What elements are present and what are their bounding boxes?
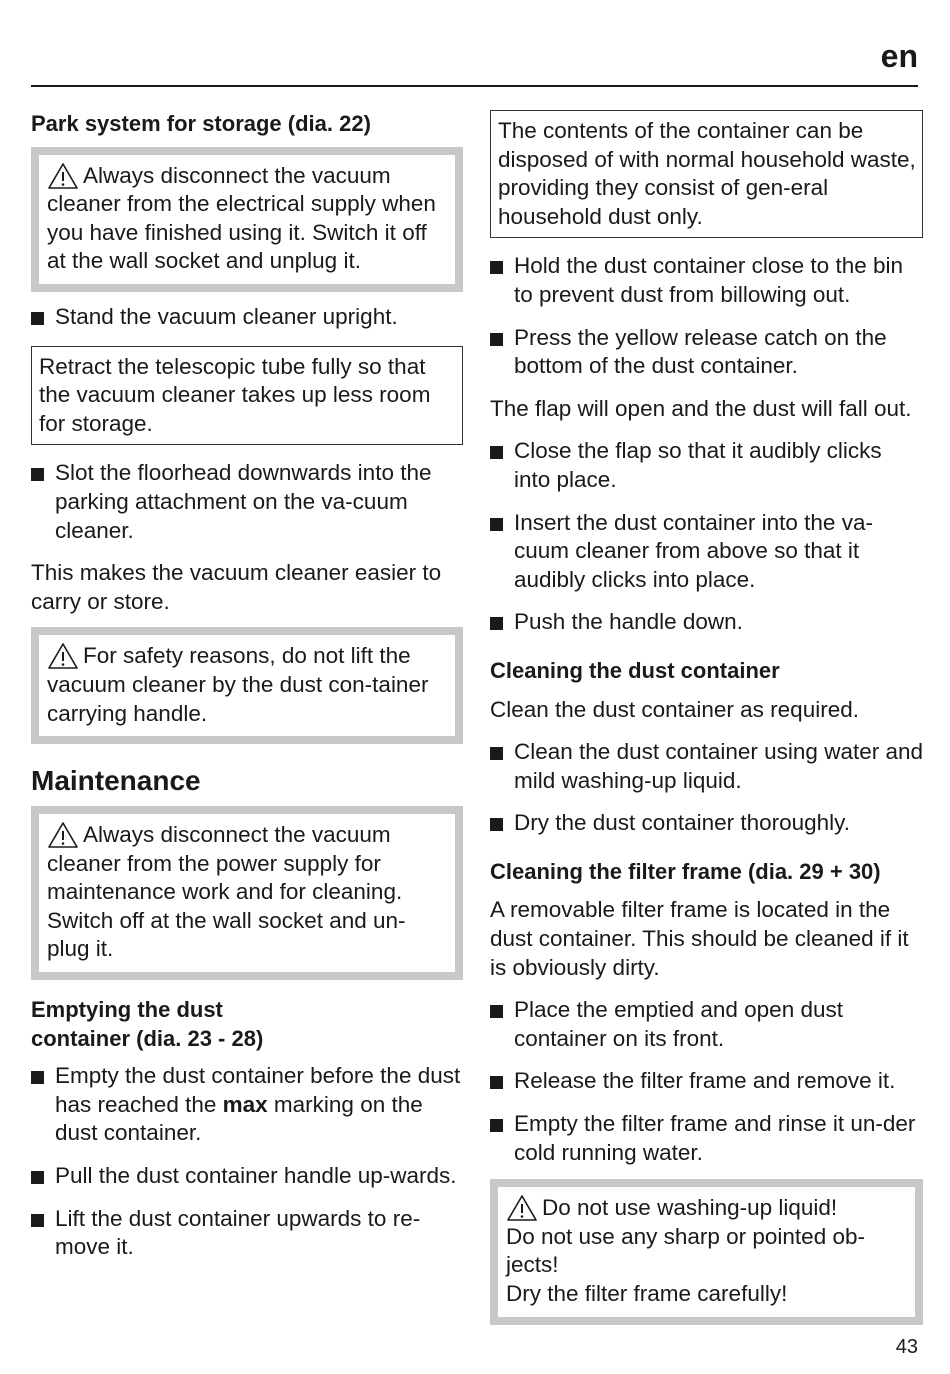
bullet-stand-upright: Stand the vacuum cleaner upright. [31,303,463,332]
bullet-insert-container: Insert the dust container into the va-cuum cleaner from above so that it audibly clicks into place. [490,509,923,595]
para-filter-frame: A removable filter frame is located in the dust container. This should be cleaned if it is obviously dirty. [490,897,909,980]
maintenance-warning-box [31,806,463,980]
bullet-pull-handle: Pull the dust container handle up-wards. [31,1162,463,1191]
contents-note-text: The contents of the container can be disposed of with normal household waste, providing they consist of gen-eral household dust only. [498,118,916,229]
bullet-lift-container: Lift the dust container upwards to re-move it. [31,1205,463,1262]
bullet-press-catch: Press the yellow release catch on the bottom of the dust container. [490,324,923,381]
safety-warning-box [31,627,463,744]
park-heading: Park system for storage (dia. 22) [31,111,371,136]
final-warning-line1: Do not use washing-up liquid! [542,1195,838,1221]
bullet-empty-before-max [31,1062,463,1148]
warning-triangle-icon [47,642,83,670]
warning-triangle-icon [506,1194,542,1222]
bullet-hold-container: Hold the dust container close to the bin to prevent dust from billowing out. [490,252,923,309]
para-clean-required: Clean the dust container as required. [490,696,859,722]
retract-note-text: Retract the telescopic tube fully so that the vacuum cleaner takes up less room for storage. [39,353,431,436]
para-easier: This makes the vacuum cleaner easier to carry or store. [31,560,442,614]
bullet-slot-floorhead: Slot the floorhead downwards into the parking attachment on the va-cuum cleaner. [31,459,463,545]
emptying-heading-line2: container (dia. 23 - 28) [31,1025,264,1051]
retract-note-box [31,346,463,446]
header-rule [31,85,918,87]
emptying-heading [31,996,463,1053]
park-warning-text: Always disconnect the vacuum cleaner from the electrical supply when you have finished using it. Switch it off at the wall socket and unplug it. [47,162,436,274]
bullet-empty-text-post: marking on the dust container. [55,1091,423,1146]
bullet-dry-container: Dry the dust container thoroughly. [490,809,923,838]
bullet-release-frame: Release the filter frame and remove it. [490,1067,923,1096]
park-warning-box [31,147,463,292]
filter-frame-heading: Cleaning the filter frame (dia. 29 + 30) [490,858,881,884]
warning-triangle-icon [47,821,83,849]
para-flap-open: The flap will open and the dust will fall out. [490,395,912,421]
warning-triangle-icon [47,162,83,190]
bullet-push-handle: Push the handle down. [490,608,923,637]
contents-note-box [490,110,923,238]
language-code: en [880,38,918,74]
maintenance-heading: Maintenance [31,765,201,797]
max-marking-label: max [222,1091,268,1117]
final-warning-line2: Do not use any sharp or pointed ob-jects! [506,1223,865,1278]
safety-warning-text: For safety reasons, do not lift the vacuum cleaner by the dust con-tainer carrying handle. [47,643,429,726]
page-number: 43 [895,1336,918,1359]
bullet-rinse-frame: Empty the filter frame and rinse it un-der cold running water. [490,1110,923,1167]
bullet-place-container: Place the emptied and open dust container on its front. [490,996,923,1053]
final-warning-box [490,1179,923,1324]
emptying-heading-line1: Emptying the dust [31,997,223,1023]
bullet-clean-water: Clean the dust container using water and mild washing-up liquid. [490,738,923,795]
left-column [31,110,463,1262]
bullet-empty-text-pre: Empty the dust container before the dust has reached the [55,1063,461,1117]
final-warning-line3: Dry the filter frame carefully! [506,1281,788,1306]
right-column [490,110,923,1325]
cleaning-container-heading: Cleaning the dust container [490,657,780,683]
maintenance-warning-text: Always disconnect the vacuum cleaner from the power supply for maintenance work and for cleaning. Switch off at the wall socket and un-plug it. [47,822,406,962]
bullet-close-flap: Close the flap so that it audibly clicks into place. [490,437,923,494]
